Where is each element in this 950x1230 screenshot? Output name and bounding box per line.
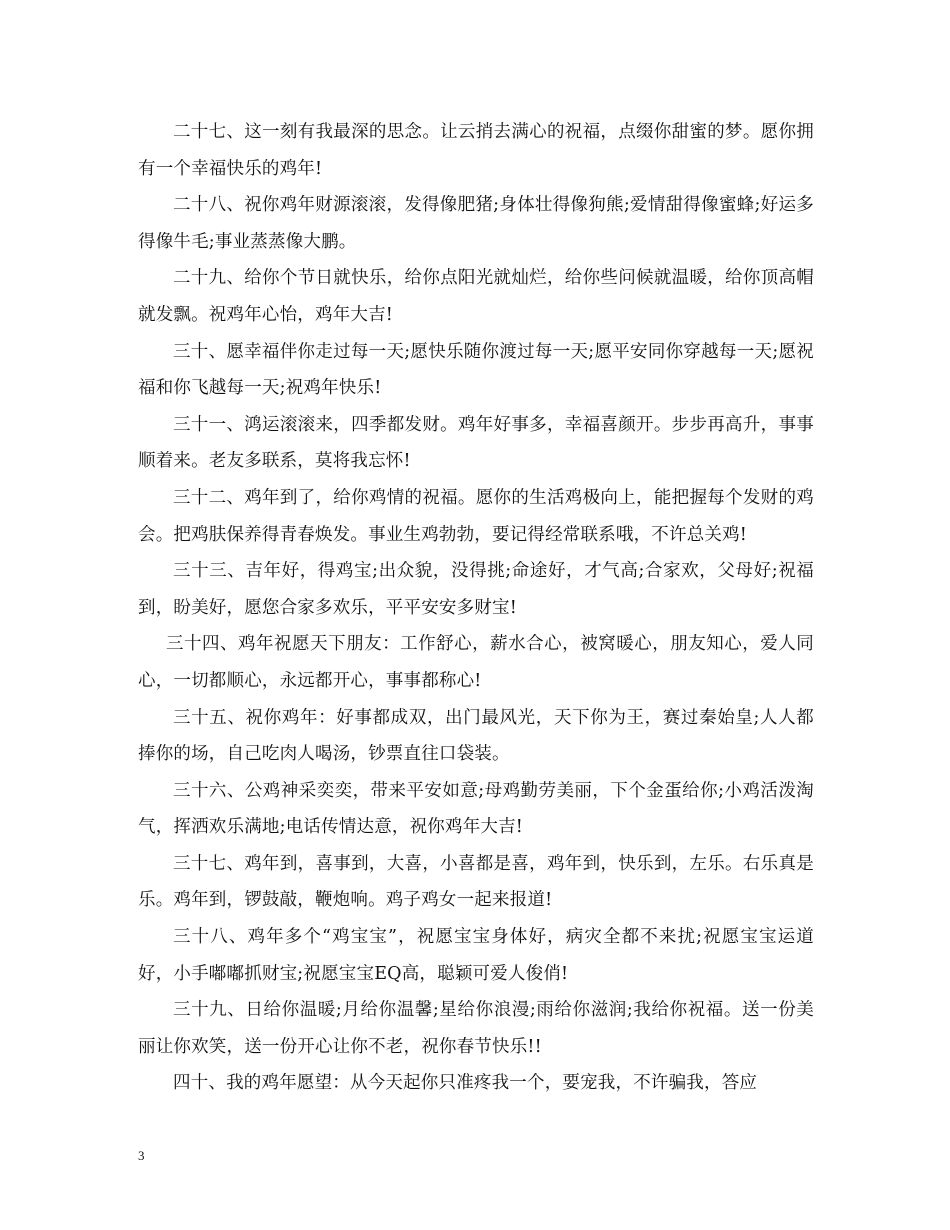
paragraph-27: 二十七、这一刻有我最深的思念。让云捎去满心的祝福，点缀你甜蜜的梦。愿你拥有一个幸福快乐的鸡年! [138, 122, 814, 179]
paragraph-33: 三十三、吉年好，得鸡宝;出众貌，没得挑;命途好，才气高;合家欢，父母好;祝福到，盼美好，愿您合家多欢乐，平平安安多财宝! [138, 561, 814, 618]
paragraph-30: 三十、愿幸福伴你走过每一天;愿快乐随你渡过每一天;愿平安同你穿越每一天;愿祝福和你飞越每一天;祝鸡年快乐! [138, 341, 814, 399]
paragraph-36: 三十六、公鸡神采奕奕，带来平安如意;母鸡勤劳美丽，下个金蛋给你;小鸡活泼淘气，挥洒欢乐满地;电话传情达意，祝你鸡年大吉! [138, 780, 814, 838]
paragraph-31: 三十一、鸿运滚滚来，四季都发财。鸡年好事多，幸福喜颜开。步步再高升，事事顺着来。老友多联系，莫将我忘怀! [138, 414, 814, 472]
paragraph-34: 三十四、鸡年祝愿天下朋友：工作舒心，薪水合心，被窝暖心，朋友知心，爱人同心，一切都顺心，永远都开心，事事都称心! [138, 634, 814, 691]
paragraph-37: 三十七、鸡年到，喜事到，大喜，小喜都是喜，鸡年到，快乐到，左乐。右乐真是乐。鸡年到，锣鼓敲，鞭炮响。鸡子鸡女一起来报道! [138, 853, 814, 911]
page-number: 3 [138, 1148, 145, 1163]
paragraph-38: 三十八、鸡年多个“鸡宝宝”，祝愿宝宝身体好，病灾全都不来扰;祝愿宝宝运道好，小手嘟嘟抓财宝;祝愿宝宝EQ高，聪颖可爱人俊俏! [138, 927, 814, 984]
paragraph-28: 二十八、祝你鸡年财源滚滚，发得像肥猪;身体壮得像狗熊;爱情甜得像蜜蜂;好运多得像牛毛;事业蒸蒸像大鹏。 [138, 195, 814, 252]
paragraph-40: 四十、我的鸡年愿望：从今天起你只准疼我一个，要宠我，不许骗我，答应 [173, 1073, 758, 1094]
paragraph-35: 三十五、祝你鸡年：好事都成双，出门最风光，天下你为王，赛过秦始皇;人人都捧你的场，自己吃肉人喝汤，钞票直往口袋装。 [138, 707, 814, 765]
paragraph-29: 二十九、给你个节日就快乐，给你点阳光就灿烂，给你些问候就温暖，给你顶高帽就发飘。祝鸡年心怡，鸡年大吉! [138, 268, 814, 325]
paragraph-39: 三十九、日给你温暖;月给你温馨;星给你浪漫;雨给你滋润;我给你祝福。送一份美丽让你欢笑，送一份开心让你不老，祝你春节快乐!! [138, 1000, 814, 1057]
document-body [138, 114, 814, 1102]
paragraph-32: 三十二、鸡年到了，给你鸡情的祝福。愿你的生活鸡极向上，能把握每个发财的鸡会。把鸡肤保养得青春焕发。事业生鸡勃勃，要记得经常联系哦，不许总关鸡! [138, 487, 814, 545]
